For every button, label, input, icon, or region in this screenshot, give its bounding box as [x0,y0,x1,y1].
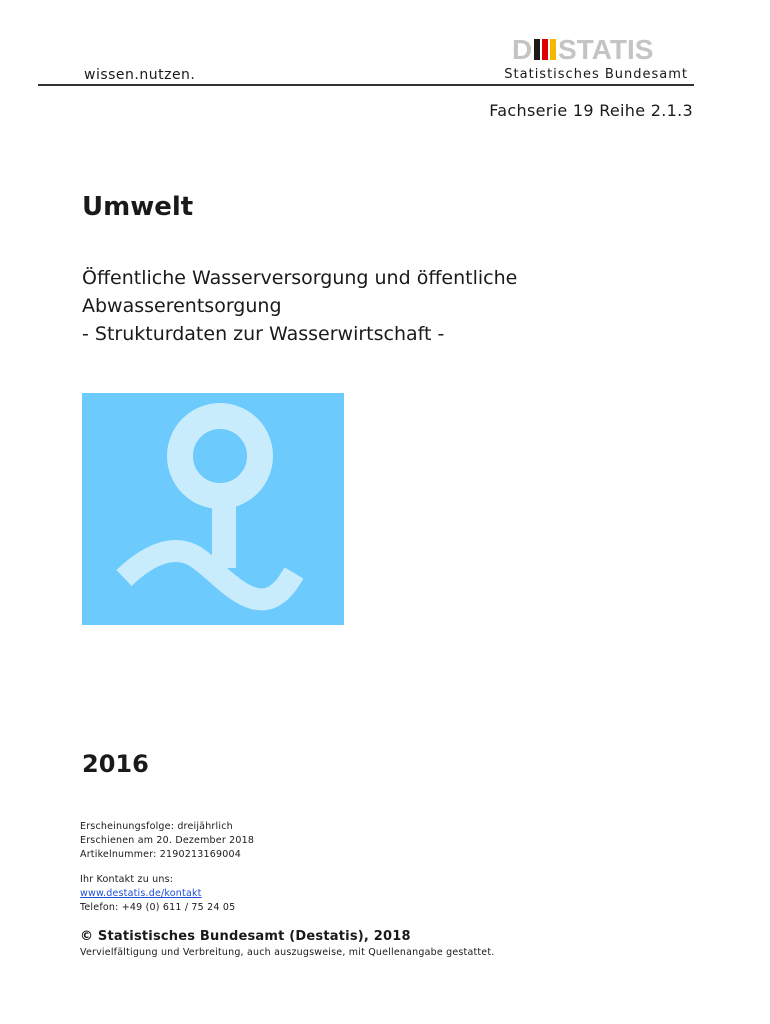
pictogram-stem [212,496,236,568]
organization-name: Statistisches Bundesamt [504,67,688,82]
subtitle-line: - Strukturdaten zur Wasserwirtschaft - [82,323,445,345]
water-symbol-icon [82,393,344,625]
subtitle [82,264,682,348]
phone-text: Telefon: +49 (0) 611 / 75 24 05 [80,902,236,913]
frequency-text: Erscheinungsfolge: dreijährlich [80,821,233,832]
publication-meta [80,820,254,862]
logo-text-left: D [512,36,533,62]
logo-flag-red [542,39,548,60]
series-label: Fachserie 19 Reihe 2.1.3 [489,101,693,120]
published-text: Erschienen am 20. Dezember 2018 [80,835,255,846]
article-number-text: Artikelnummer: 2190213169004 [80,849,241,860]
subtitle-line: Öffentliche Wasserversorgung und öffentliche [82,267,518,289]
year: 2016 [82,750,149,778]
contact-link[interactable]: www.destatis.de/kontakt [80,888,202,899]
copyright-note: Vervielfältigung und Verbreitung, auch auszugsweise, mit Quellenangabe gestattet. [80,947,495,958]
copyright: © Statistisches Bundesamt (Destatis), 2018 [80,929,411,944]
slogan: wissen.nutzen. [84,67,196,83]
subtitle-line: Abwasserentsorgung [82,295,282,317]
logo-text-right: STATIS [558,36,654,62]
destatis-logo [512,36,690,62]
logo-flag-black [534,39,540,60]
contact-heading: Ihr Kontakt zu uns: [80,874,174,885]
header-rule [38,84,694,86]
page-title: Umwelt [82,192,194,222]
contact-block [80,873,235,915]
logo-flag-gold [550,39,556,60]
